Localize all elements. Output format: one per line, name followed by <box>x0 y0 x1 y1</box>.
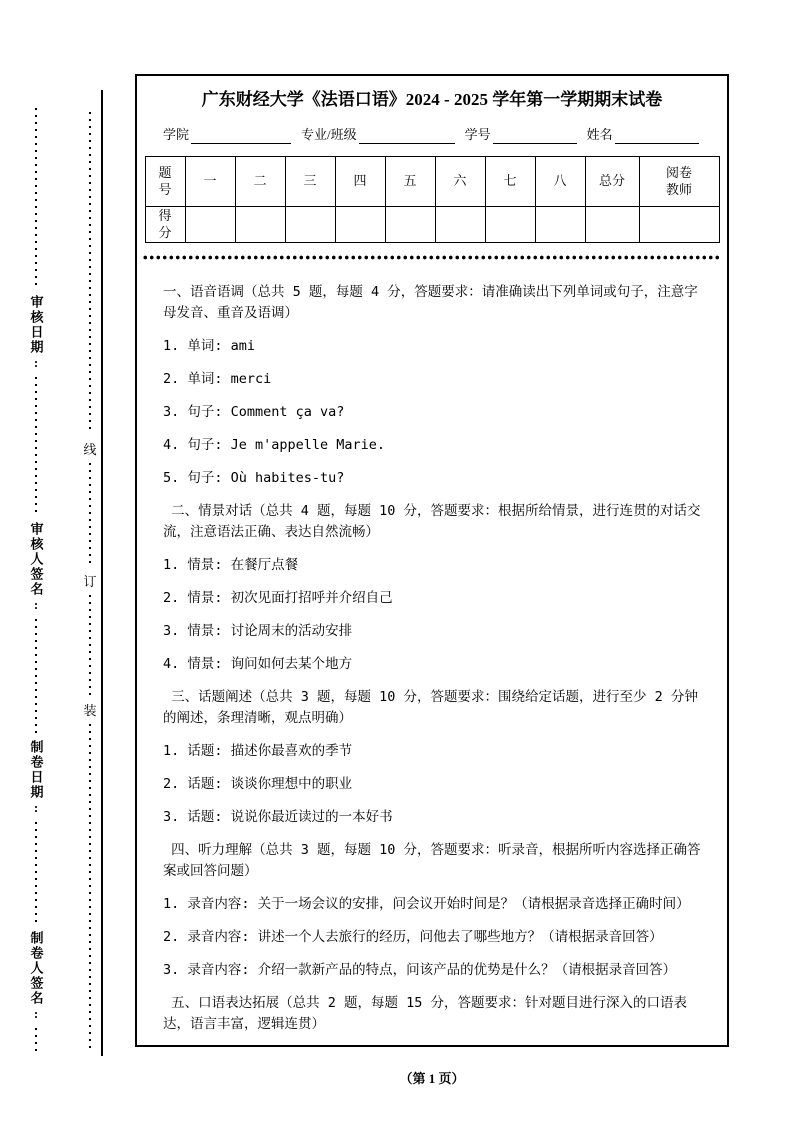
exam-item: 1. 录音内容: 关于一场会议的安排，问会议开始时间是？（请根据录音选择正确时间） <box>163 896 690 912</box>
score-cell <box>335 207 385 243</box>
score-cell <box>435 207 485 243</box>
exam-item: 2. 情景: 初次见面打招呼并介绍自己 <box>163 590 393 606</box>
score-table-score-row <box>145 207 719 243</box>
margin-divider-line <box>101 90 103 1056</box>
name-blank <box>615 128 699 144</box>
grader-cell <box>639 207 719 243</box>
review-date-label: 审核日期: <box>28 295 44 372</box>
score-cell <box>485 207 535 243</box>
score-table-header-row <box>145 157 719 207</box>
college-label: 学院 <box>163 127 190 142</box>
page-number: （第 1 页） <box>399 1071 465 1086</box>
score-cell <box>385 207 435 243</box>
score-cell <box>185 207 235 243</box>
reviewer-signature-label: 审核人签名: <box>28 522 44 614</box>
exam-sheet <box>135 74 729 1047</box>
score-cell <box>535 207 585 243</box>
col-header-5: 五 <box>385 157 435 207</box>
col-header-4: 四 <box>335 157 385 207</box>
section-listening <box>163 840 711 981</box>
score-cell <box>285 207 335 243</box>
section-topic-talk <box>163 687 711 828</box>
section-oral-extension <box>163 993 711 1035</box>
student-id-label: 学号 <box>464 127 491 142</box>
dotted-write-line <box>35 822 37 926</box>
exam-title: 广东财经大学《法语口语》2024 - 2025 学年第一学期期末试卷 <box>201 90 663 109</box>
exam-item: 2. 录音内容: 讲述一个人去旅行的经历，问他去了哪些地方？（请根据录音回答） <box>163 929 663 945</box>
student-id-blank <box>493 128 577 144</box>
col-header-8: 八 <box>535 157 585 207</box>
dotted-write-line <box>35 1028 37 1052</box>
binding-dotted-line <box>89 595 91 695</box>
exam-item: 2. 单词: merci <box>163 371 272 387</box>
exam-item: 3. 话题: 说说你最近读过的一本好书 <box>163 809 393 825</box>
score-cell <box>235 207 285 243</box>
section-heading: 二、情景对话（总共 4 题，每题 10 分，答题要求：根据所给情景，进行连贯的对话交流，注意语法正确、表达自然流畅） <box>163 503 701 540</box>
total-score-cell <box>585 207 639 243</box>
dotted-write-line <box>35 619 37 735</box>
col-header-7: 七 <box>485 157 535 207</box>
exam-item: 1. 话题: 描述你最喜欢的季节 <box>163 743 353 759</box>
grader-header: 阅卷教师 <box>639 157 719 207</box>
binding-line-rail <box>80 112 100 1050</box>
section-heading: 三、话题阐述（总共 3 题，每题 10 分，答题要求：围绕给定话题，进行至少 2 分钟的阐述，条理清晰，观点明确） <box>163 689 698 726</box>
section-heading: 四、听力理解（总共 3 题，每题 10 分，答题要求：听录音，根据所听内容选择正确答案或回答问题） <box>163 842 701 879</box>
maker-date-label: 制卷日期: <box>28 740 44 817</box>
binding-dotted-line <box>89 724 91 1050</box>
section-heading: 五、口语表达拓展（总共 2 题，每题 15 分，答题要求：针对题目进行深入的口语表达，语言丰富，逻辑连贯） <box>163 995 688 1032</box>
exam-item: 3. 情景: 讨论周末的活动安排 <box>163 623 353 639</box>
score-table <box>145 156 720 243</box>
exam-item: 5. 句子: Où habites-tu? <box>163 470 345 486</box>
col-header-2: 二 <box>235 157 285 207</box>
binding-char-line: 线 <box>83 442 97 457</box>
col-header-3: 三 <box>285 157 335 207</box>
section-heading: 一、语音语调（总共 5 题，每题 4 分，答题要求：请准确读出下列单词或句子，注意字母发音、重音及语调） <box>163 284 698 321</box>
exam-item: 3. 句子: Comment ça va? <box>163 404 345 420</box>
student-info-line <box>163 126 713 144</box>
exam-body <box>137 260 727 1035</box>
exam-item: 3. 录音内容: 介绍一款新产品的特点，问该产品的优势是什么？（请根据录音回答） <box>163 962 677 978</box>
dotted-write-line <box>35 108 37 290</box>
section-dialogue <box>163 501 711 675</box>
total-score-header: 总分 <box>585 157 639 207</box>
binding-dotted-line <box>89 112 91 434</box>
binding-dotted-line <box>89 463 91 566</box>
college-blank <box>191 128 291 144</box>
maker-signature-label: 制卷人签名: <box>28 931 44 1023</box>
col-header-6: 六 <box>435 157 485 207</box>
exam-item: 1. 情景: 在餐厅点餐 <box>163 557 299 573</box>
exam-item: 2. 话题: 谈谈你理想中的职业 <box>163 776 353 792</box>
exam-item: 4. 情景: 询问如何去某个地方 <box>163 656 353 672</box>
dotted-write-line <box>35 377 37 517</box>
margin-labels-rail <box>22 108 50 1052</box>
exam-item: 4. 句子: Je m'appelle Marie. <box>163 437 386 453</box>
major-class-blank <box>359 128 455 144</box>
section-pronunciation <box>163 282 711 489</box>
major-class-label: 专业/班级 <box>301 127 357 142</box>
name-label: 姓名 <box>586 127 613 142</box>
exam-item: 1. 单词: ami <box>163 338 256 354</box>
col-header-1: 一 <box>185 157 235 207</box>
question-number-header: 题号 <box>145 157 185 207</box>
binding-char-staple: 订 <box>83 574 97 589</box>
binding-char-bind: 装 <box>83 703 97 718</box>
score-header: 得分 <box>145 207 185 243</box>
